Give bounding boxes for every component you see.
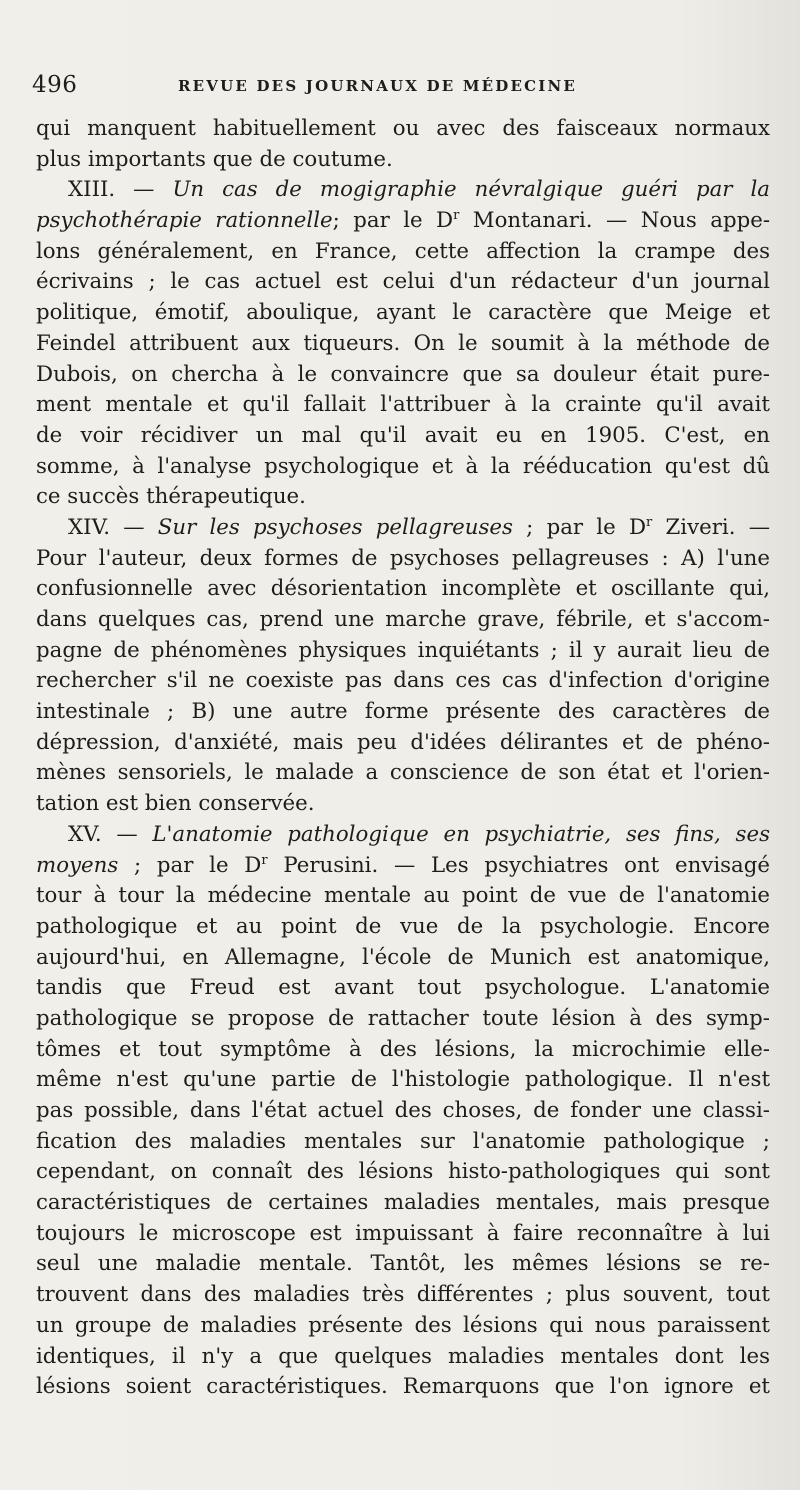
text-line — [36, 1372, 770, 1403]
text-line — [36, 1157, 770, 1188]
superscript: r — [453, 208, 460, 224]
line-text: dépression, d'anxiété, mais peu d'idées délirantes et de phéno- — [36, 729, 770, 755]
text-line — [36, 1311, 770, 1342]
text-line — [36, 1280, 770, 1311]
text-line — [36, 881, 770, 912]
text-line — [36, 482, 770, 513]
line-text: Pour l'auteur, deux formes de psychoses pellagreuses : A) l'une — [36, 545, 770, 571]
text-line — [36, 697, 770, 728]
line-text: plus importants que de coutume. — [36, 146, 393, 172]
line-text: un groupe de maladies présente des lésions qui nous paraissent — [36, 1312, 770, 1338]
text-line — [36, 1004, 770, 1035]
text-line — [36, 267, 770, 298]
line-text: de voir récidiver un mal qu'il avait eu en 1905. C'est, en — [36, 422, 770, 448]
line-text: Dubois, on chercha à le convaincre que sa douleur était pure- — [36, 361, 770, 387]
article-title: moyens — [36, 852, 119, 878]
page-header — [32, 72, 760, 102]
line-text: lons généralement, en France, cette affection la crampe des — [36, 238, 770, 264]
text-line — [36, 973, 770, 1004]
text-line — [36, 851, 770, 882]
text-line — [36, 544, 770, 575]
section-numeral: XIV. — [68, 514, 111, 540]
text-line — [36, 1096, 770, 1127]
line-text: ment mentale et qu'il fallait l'attribuer à la crainte qu'il avait — [36, 392, 770, 418]
text-line — [36, 390, 770, 421]
line-text: même n'est qu'une partie de l'histologie pathologique. Il n'est — [36, 1067, 770, 1093]
text-line — [36, 943, 770, 974]
line-text: confusionnelle avec désorientation incomplète et oscillante qui, — [36, 576, 770, 602]
text-line — [36, 360, 770, 391]
text-line — [36, 1249, 770, 1280]
line-text: seul une maladie mentale. Tantôt, les mêmes lésions se re- — [36, 1251, 770, 1277]
text-line — [36, 421, 770, 452]
line-text: cependant, on connaît des lésions histo-pathologiques qui sont — [36, 1159, 770, 1185]
line-text: qui manquent habituellement ou avec des faisceaux normaux — [36, 116, 770, 141]
line-text: tandis que Freud est avant tout psychologue. L'anatomie — [36, 975, 770, 1001]
line-text: Ziveri. — — [652, 514, 770, 540]
line-text: mènes sensoriels, le malade a conscience de son état et l'orien- — [36, 760, 770, 786]
line-text: identiques, il n'y a que quelques maladies mentales dont les — [36, 1343, 770, 1369]
line-text: lésions soient caractéristiques. Remarquons que l'on ignore et — [36, 1374, 770, 1400]
line-text: toujours le microscope est impuissant à faire reconnaître à lui — [36, 1220, 770, 1246]
text-line — [36, 1219, 770, 1250]
line-text: trouvent dans des maladies très différentes ; plus souvent, tout — [36, 1282, 770, 1308]
page-number: 496 — [32, 72, 78, 98]
superscript: r — [646, 514, 653, 530]
text-line — [36, 1342, 770, 1373]
line-text: ; par le D — [118, 852, 262, 878]
line-text: dans quelques cas, prend une marche grave, fébrile, et s'accom- — [36, 607, 770, 632]
article-title: Sur les psychoses pellagreuses — [157, 514, 513, 540]
superscript: r — [261, 852, 268, 868]
line-text: tation est bien conservée. — [36, 791, 315, 817]
text-line — [36, 145, 770, 176]
section-numeral: XV. — [68, 821, 102, 847]
section-heading-line — [36, 820, 770, 851]
text-line — [36, 329, 770, 360]
text-line — [36, 237, 770, 268]
section-numeral: XIII. — [68, 177, 116, 203]
line-text: ; par le D — [332, 208, 454, 234]
line-text: Feindel attribuent aux tiqueurs. On le soumit à la méthode de — [36, 330, 770, 356]
line-text: ce succès thérapeutique. — [36, 484, 306, 510]
line-text: fication des maladies mentales sur l'anatomie pathologique ; — [36, 1128, 770, 1154]
text-line — [36, 206, 770, 237]
section-dash: — — [115, 177, 173, 203]
line-text: pathologique se propose de rattacher toute lésion à des symp- — [36, 1005, 770, 1031]
line-text: intestinale ; B) une autre forme présente des caractères de — [36, 699, 770, 725]
line-text: Perusini. — Les psychiatres ont envisagé — [267, 852, 770, 878]
line-text: somme, à l'analyse psychologique et à la rééducation qu'est dû — [36, 453, 770, 479]
line-text: caractéristiques de certaines maladies mentales, mais presque — [36, 1190, 770, 1216]
text-line — [36, 452, 770, 483]
text-line — [36, 1035, 770, 1066]
line-text: ; par le D — [512, 514, 647, 540]
text-line — [36, 912, 770, 943]
section-dash: — — [110, 514, 158, 540]
article-title: psychothérapie rationnelle — [36, 208, 333, 234]
article-title: L'anatomie pathologique en psychiatrie, ses fins, ses — [152, 821, 770, 847]
section-dash: — — [101, 821, 153, 847]
line-text: pas possible, dans l'état actuel des choses, de fonder une classi- — [36, 1098, 770, 1123]
line-text: pathologique et au point de vue de la psychologie. Encore — [36, 913, 770, 939]
article-body — [36, 114, 770, 1403]
article-title: Un cas de mogigraphie névralgique guéri par la — [172, 177, 770, 203]
text-line — [36, 605, 770, 636]
line-text: rechercher s'il ne coexiste pas dans ces cas d'infection d'origine — [36, 668, 770, 694]
text-line — [36, 728, 770, 759]
text-line — [36, 298, 770, 329]
text-line — [36, 114, 770, 145]
line-text: pagne de phénomènes physiques inquiétants ; il y aurait lieu de — [36, 637, 770, 663]
line-text: aujourd'hui, en Allemagne, l'école de Munich est anatomique, — [36, 944, 770, 970]
line-text: tômes et tout symptôme à des lésions, la microchimie elle- — [36, 1036, 770, 1062]
text-line — [36, 574, 770, 605]
text-line — [36, 636, 770, 667]
text-line — [36, 666, 770, 697]
section-heading-line — [36, 513, 770, 544]
section-heading-line — [36, 175, 770, 206]
line-text: écrivains ; le cas actuel est celui d'un rédacteur d'un journal — [36, 269, 770, 295]
text-line — [36, 758, 770, 789]
text-line — [36, 789, 770, 820]
line-text: tour à tour la médecine mentale au point de vue de l'anatomie — [36, 883, 770, 909]
running-title: REVUE DES JOURNAUX DE MÉDECINE — [178, 77, 578, 95]
text-line — [36, 1127, 770, 1158]
line-text: Montanari. — Nous appe- — [459, 208, 770, 234]
text-line — [36, 1065, 770, 1096]
line-text: politique, émotif, aboulique, ayant le caractère que Meige et — [36, 300, 770, 326]
text-line — [36, 1188, 770, 1219]
